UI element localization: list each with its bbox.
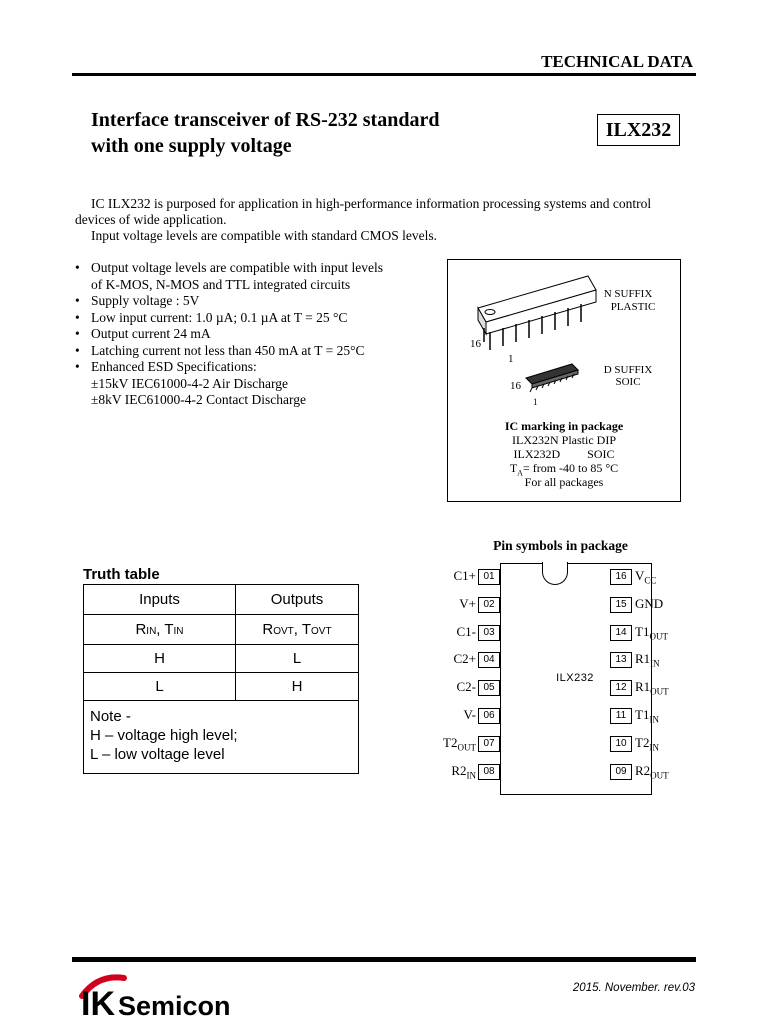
pin-label: $R1_{OUT}$ [635, 679, 669, 697]
table-row [84, 645, 359, 673]
table-cell: L [84, 673, 236, 701]
truth-table-note: Note - H – voltage high level; L – low voltage level [84, 701, 359, 774]
package-box [447, 259, 681, 502]
footer-rule [72, 957, 696, 962]
pin-07 [440, 736, 500, 752]
pin-number-box: 03 [478, 625, 500, 641]
pin-09 [610, 764, 680, 780]
pin-number-box: 07 [478, 736, 500, 752]
pin-15 [610, 597, 680, 613]
truth-table [83, 584, 359, 774]
header-inputs: Inputs [84, 585, 236, 615]
pin-number-box: 09 [610, 764, 632, 780]
pin-label: $V_{CC}$ [635, 568, 657, 586]
n-plastic-label: PLASTIC [610, 301, 656, 313]
truth-table-heading: Truth table [83, 566, 160, 583]
dip-pin1-label: 1 [508, 353, 514, 365]
document-type-header: TECHNICAL DATA [541, 52, 693, 71]
pin-label: V+ [459, 595, 476, 611]
logo-k-text: IK [81, 985, 115, 1020]
signal-inputs: RIN, TIN [84, 615, 236, 645]
title-line-2: with one supply voltage [91, 135, 292, 157]
pin-number-box: 12 [610, 680, 632, 696]
pin-number-box: 15 [610, 597, 632, 613]
pin-number-box: 10 [610, 736, 632, 752]
pin-05 [440, 680, 500, 696]
cmos-paragraph: Input voltage levels are compatible with standard CMOS levels. [91, 228, 438, 243]
pin-14 [610, 625, 680, 641]
temperature-range: $T_A=$ from -40 to 85 °C [509, 461, 619, 478]
soic-pin1-label: 1 [533, 397, 538, 407]
pin-label: C2- [456, 679, 476, 695]
pin-number-box: 11 [610, 708, 632, 724]
table-cell: H [236, 673, 359, 701]
pin-10 [610, 736, 680, 752]
pin-04 [440, 652, 500, 668]
marking-soic: ILX232D SOIC [513, 447, 615, 461]
pin-label: $T1_{IN}$ [635, 707, 659, 725]
marking-dip: ILX232N Plastic DIP [512, 433, 616, 447]
feature-item: • Output current 24 mA [73, 326, 433, 343]
pin-label: $T1_{OUT}$ [635, 623, 668, 642]
pin-label: GND [635, 595, 664, 611]
revision-date: 2015. November. rev.03 [572, 982, 695, 994]
feature-item: • Latching current not less than 450 mA at T = 25°C [73, 343, 433, 360]
company-logo [78, 968, 278, 1020]
soic-package-drawing [526, 364, 578, 392]
d-suffix-label: D SUFFIX [603, 364, 653, 376]
page-title [91, 107, 531, 159]
header-outputs: Outputs [236, 585, 359, 615]
signal-outputs: ROVT, TOVT [236, 615, 359, 645]
pin-number-box: 16 [610, 569, 632, 585]
feature-list [73, 260, 433, 409]
title-line-1: Interface transceiver of RS-232 standard [91, 109, 440, 131]
pin-label: $T2_{OUT}$ [443, 734, 476, 753]
feature-item: • Enhanced ESD Specifications: ±15kV IEC61000-4-2 Air Discharge ±8kV IEC61000-4-2 Contact Discharge [73, 359, 433, 409]
part-number-box: ILX232 [597, 114, 680, 146]
pin-11 [610, 708, 680, 724]
pin-03 [440, 625, 500, 641]
pin-number-box: 06 [478, 708, 500, 724]
pin-label: $T2_{IN}$ [635, 734, 659, 753]
pinout-title: Pin symbols in package [493, 538, 628, 553]
pin-01 [440, 569, 500, 585]
pin-label: $R2_{IN}$ [451, 762, 476, 781]
pin-02 [440, 597, 500, 613]
pin-12 [610, 680, 680, 696]
feature-item: • Low input current: 1.0 µA; 0.1 µA at T = 25 °C [73, 310, 433, 327]
pinout-diagram [440, 560, 700, 800]
dip-pin16-label: 16 [470, 338, 481, 350]
pin-label: $R1_{IN}$ [635, 651, 660, 669]
table-row [84, 585, 359, 615]
d-soic-label: SOIC [615, 376, 641, 388]
table-row [84, 615, 359, 645]
marking-title: IC marking in package [504, 419, 624, 433]
logo-text: Semicon [118, 991, 231, 1020]
pin-label: C1- [456, 623, 476, 639]
all-packages-note: For all packages [524, 475, 604, 489]
table-row [84, 701, 359, 774]
table-cell: L [236, 645, 359, 673]
feature-item: • Output voltage levels are compatible with input levels of K-MOS, N-MOS and TTL integrated circuits [73, 260, 433, 293]
soic-pin16-label: 16 [510, 380, 521, 392]
package-drawings [448, 260, 680, 420]
pin-number-box: 14 [610, 625, 632, 641]
pin-label: C1+ [453, 568, 476, 583]
pin-08 [440, 764, 500, 780]
dip-package-drawing [478, 276, 596, 350]
table-cell: H [84, 645, 236, 673]
pin-16 [610, 569, 680, 585]
n-suffix-label: N SUFFIX [603, 288, 653, 300]
table-row [84, 673, 359, 701]
pin-number-box: 04 [478, 652, 500, 668]
pin-number-box: 01 [478, 569, 500, 585]
pin-label: C2+ [453, 651, 476, 667]
header-rule [72, 73, 696, 76]
pin-label: V- [463, 707, 476, 722]
pin-13 [610, 652, 680, 668]
pin-number-box: 13 [610, 652, 632, 668]
logo-mark [78, 968, 278, 1020]
chip-label: ILX232 [556, 672, 594, 684]
pin-number-box: 08 [478, 764, 500, 780]
pin-number-box: 02 [478, 597, 500, 613]
feature-item: • Supply voltage : 5V [73, 293, 433, 310]
pin-label: $R2_{OUT}$ [635, 762, 669, 781]
intro-paragraph: IC ILX232 is purposed for application in high-performance information processing systems and control devices of wide application. [75, 196, 652, 227]
pin-number-box: 05 [478, 680, 500, 696]
pin-06 [440, 708, 500, 724]
